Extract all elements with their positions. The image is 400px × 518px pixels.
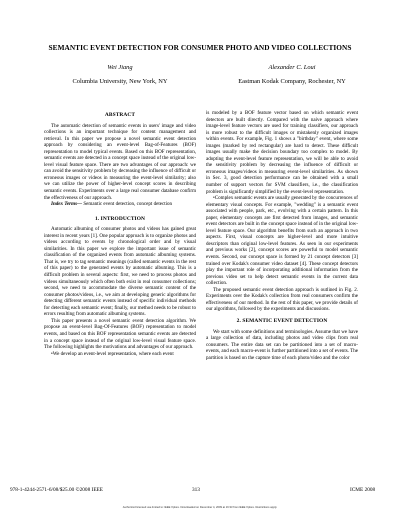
author-block-1 [40,64,200,86]
bullet-icon: • [213,195,215,202]
paper-title: SEMANTIC EVENT DETECTION FOR CONSUMER PHOTO AND VIDEO COLLECTIONS [48,43,352,52]
section-2-paragraph-1: We start with some definitions and terminologies. Assume that we have a large collection of data, including photos and video clips from real consumers. The entire data set can be partitioned into a set of macro-events, and each macro-event is further partitioned into a set of events. The partition is based on the capture time of each photo/video and the color [206,328,358,361]
right-paragraph-3: The proposed semantic event detection approach is outlined in Fig. 2. Experiments over the Kodak's collection from real consumers confirm the effectiveness of our method. In the rest of this paper, we provide details of our algorithms, followed by the experiments and discussions. [206,286,358,313]
left-column [44,112,196,357]
abstract-text: The automatic detection of semantic events in users' image and video collections is an important technique for content management and retrieval. In this paper we propose a novel semantic event detection approach by considering an event-level Bag-of-Features (BOF) representation to model typical events. Based on this BOF representation, semantic events are detected in a concept space instead of the original low-level visual feature space. There are two advantages of our approach: we can avoid the sensitivity problem by decreasing the influence of difficult or erroneous images or videos in measuring the event-level similarity; also we can utilize the power of higher-level concept scores in describing semantic events. Experiments over a large real consumer database confirm the effectiveness of our approach. [44,122,196,201]
index-terms-text: Semantic event detection, concept detection [82,201,173,208]
section-2-heading: 2. SEMANTIC EVENT DETECTION [236,317,328,324]
footer-conference: ICME 2008 [350,487,376,493]
author-name: Alexander C. Loui [268,64,316,71]
author-name: Wei Jiang [107,64,133,71]
intro-bullet-1-text: We develop an event-level representation, where each event [52,350,174,357]
footer-isbn: 978-1-4244-2571-6/08/$25.00 ©2008 IEEE [10,487,104,493]
intro-heading: 1. INTRODUCTION [94,215,146,222]
author-affiliation: Columbia University, New York, NY [72,78,168,85]
license-note: Authorized licensed use limited to: IEEE Xplore. Downloaded on December 4, 2009 at 16:33 from IEEE Xplore. Restrictions apply. [122,506,278,509]
right-column [206,110,358,361]
intro-paragraph-1: Automatic albuming of consumer photos and videos has gained great interest in recent years [1]. One popular approach is to organize photos and videos according to events by chronological order and by visual similarities. In this paper we explore the important issue of semantic classification of the organized events from automatic albuming systems. That is, we try to tag semantic meanings (called semantic events in the rest of this paper) to the generated events by automatic albuming. This is a difficult problem in several aspects: first, we need to process photos and videos simultaneously which often both exist in real consumer collections; second, we need to accommodate the diverse semantic content of the consumer photos/videos, i.e., we aim at developing generic algorithms for detecting different semantic events instead of specific individual methods for detecting each semantic event; finally, our method needs to be robust to errors resulting from automatic albuming systems. [44,226,196,318]
intro-bullet-1 [44,351,196,358]
right-paragraph-1: is modeled by a BOF feature vector based on which semantic event detectors are built directly. Compared with the naive approach where image-level feature vectors are used for training classifiers, our approach is more robust to the difficult images or mistakenly organized images within events. For example, Fig. 1 shows a "birthday" event, where some images (marked by red rectangular) are hard to detect. These difficult images usually make the decision boundary too complex to model. By adopting the event-level feature representation, we will be able to avoid the sensitivity problem by decreasing the influence of difficult or erroneous images/videos in measuring event-level similarities. As shown in Sec. 3, good detection performance can be obtained with a small number of support vectors for SVM classifiers, i.e., the classification problem is significantly simplified by the event-level representation. [206,110,358,195]
abstract-heading: ABSTRACT [104,112,136,118]
index-terms [44,201,196,208]
author-affiliation: Eastman Kodak Company, Rochester, NY [238,78,346,85]
index-terms-label: Index Terms— [51,201,83,208]
footer-page-number: 313 [192,487,200,493]
author-block-2 [212,64,372,86]
bullet-icon: • [51,350,53,357]
right-bullet-2-text: Complex semantic events are usually generated by the concurrences of elementary visual concepts. For example, "wedding" is a semantic event associated with people, park, etc., evolving with a certain pattern. In this paper, elementary concepts are first detected from images, and semantic event detectors are built in the concept space instead of in the original low-level feature space. Our algorithm benefits from such an approach in two aspects. First, visual concepts are higher-level and more intuitive descriptors than original low-level features. As seen in our experiments and previous works [2], concept scores are powerful to model semantic events. Second, our concept space is formed by 21 concept detectors [3] trained over Kodak's consumer video dataset [4]. These concept detectors play the important role of incorporating additional information from the previous video set to help detect semantic events in the current data collection. [206,195,358,287]
intro-paragraph-2: This paper presents a novel semantic event detection algorithm. We propose an event-level Bag-Of-Features (BOF) representation to model events, and based on this BOF representation semantic events are detected in a concept space instead of the original low-level visual feature space. The following highlights the motivations and advantages of our approach. [44,317,196,351]
right-bullet-2 [206,195,358,287]
